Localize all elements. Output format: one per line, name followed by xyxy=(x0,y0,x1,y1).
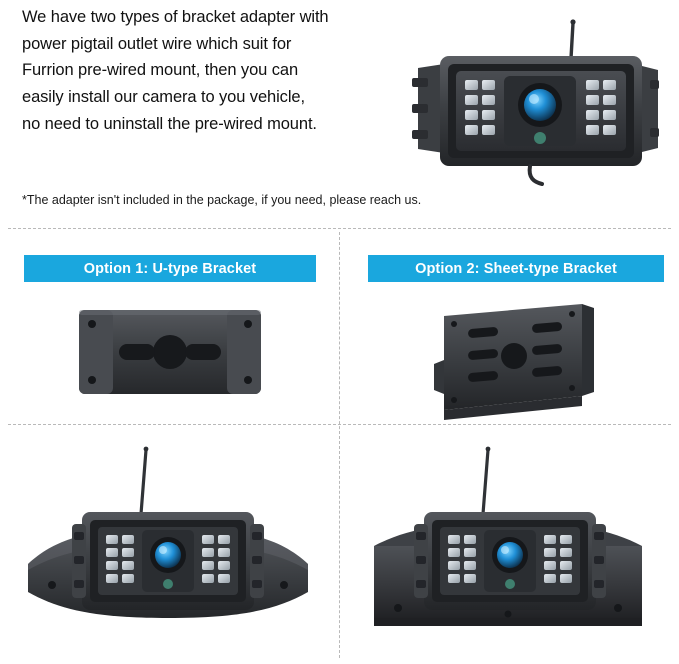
option-2-panel xyxy=(340,228,679,424)
intro-line: easily install our camera to you vehicle, xyxy=(22,88,305,107)
intro-paragraph xyxy=(22,4,412,138)
mounted-camera-u-type-panel xyxy=(0,424,339,664)
intro-line: We have two types of bracket adapter with xyxy=(22,8,329,26)
option-2-label: Option 2: Sheet-type Bracket xyxy=(368,255,664,282)
adapter-footnote: *The adapter isn't included in the package, if you need, please reach us. xyxy=(22,193,422,207)
mounted-camera-sheet-type-panel xyxy=(340,424,679,664)
option-1-label: Option 1: U-type Bracket xyxy=(24,255,316,282)
u-type-bracket-image xyxy=(65,298,275,415)
option-1-panel xyxy=(0,228,339,424)
wireless-backup-camera-image xyxy=(410,18,660,193)
intro-line: no need to uninstall the pre-wired mount. xyxy=(22,114,317,133)
intro-line: power pigtail outlet wire which suit for xyxy=(22,34,292,53)
camera-on-u-type-bracket-image xyxy=(8,442,328,657)
intro-line: Furrion pre-wired mount, then you can xyxy=(22,61,299,80)
camera-on-sheet-type-bracket-image xyxy=(348,442,668,657)
intro-section xyxy=(0,0,679,228)
sheet-type-bracket-image xyxy=(432,298,602,433)
